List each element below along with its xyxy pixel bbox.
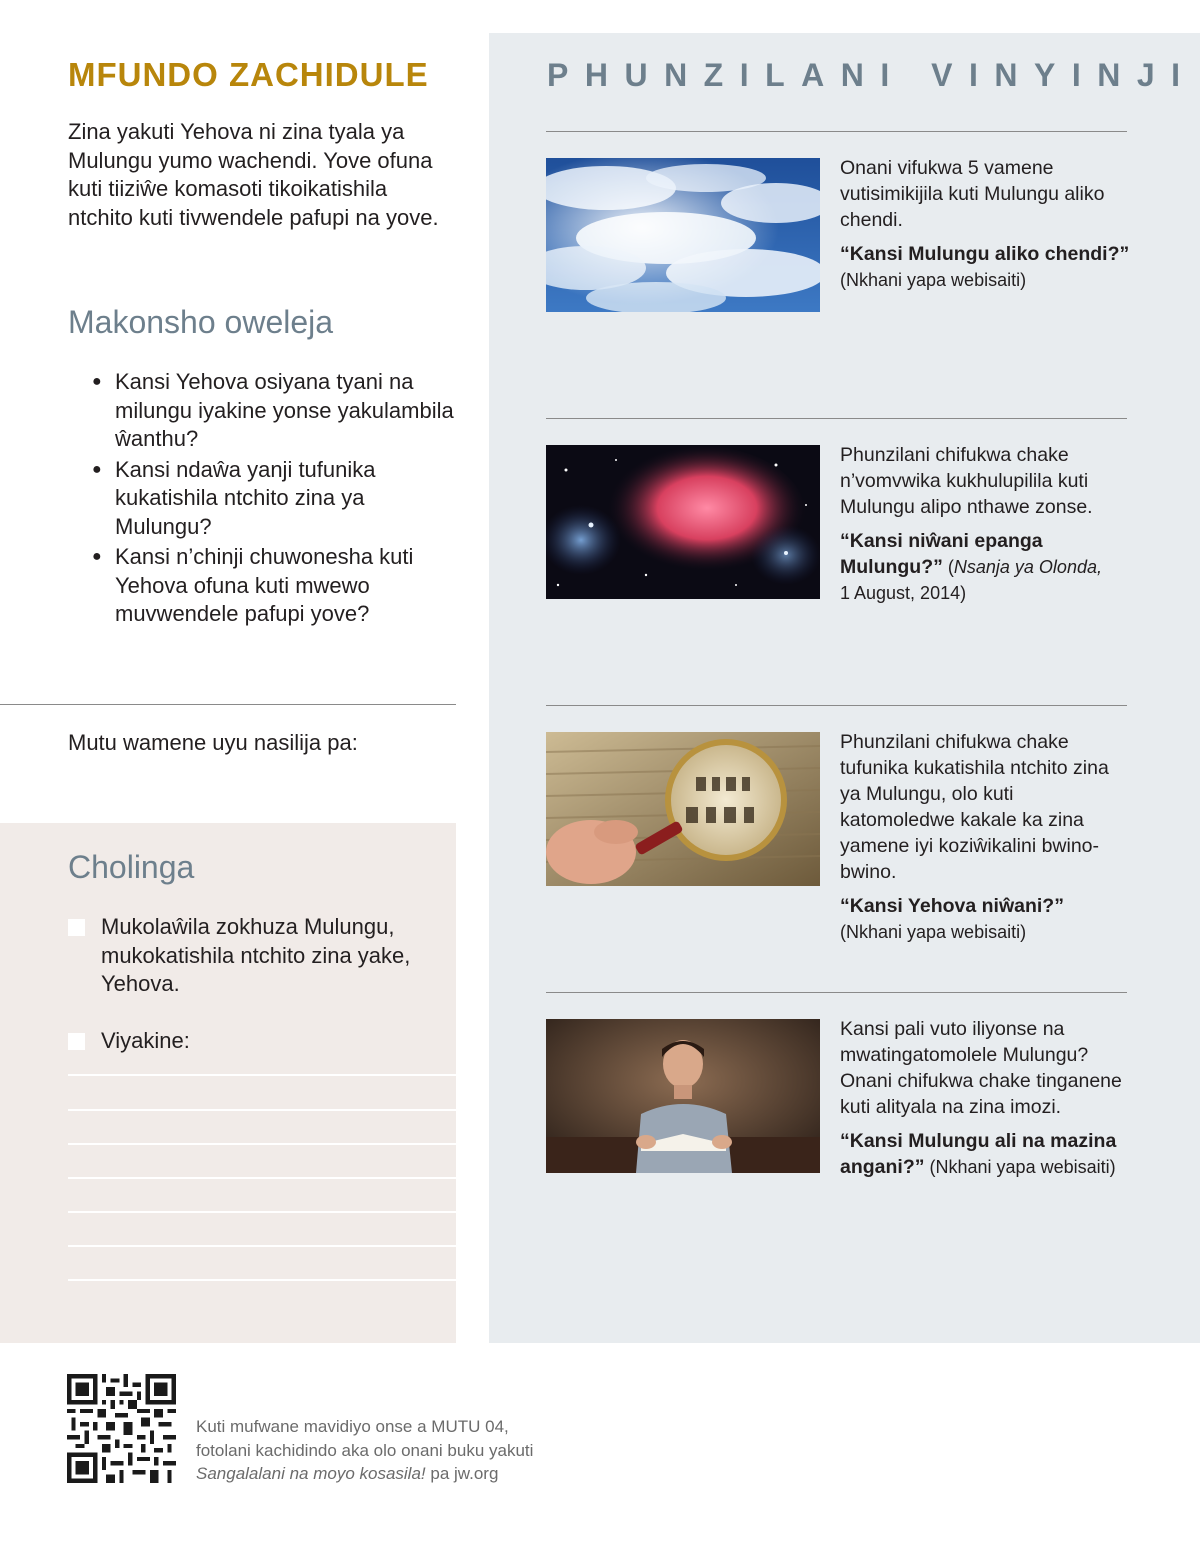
footer-text: Kuti mufwane mavidiyo onse a MUTU 04, fotolani kachidindo aka olo onani buku yakuti Sangalalani na moyo kosasila! pa jw.org xyxy=(196,1417,534,1483)
qr-code-icon[interactable] xyxy=(67,1374,176,1483)
man-reading-image[interactable] xyxy=(546,1019,820,1173)
divider xyxy=(0,704,456,705)
article-4: Kansi pali vuto iliyonse na mwatingatomolele Mulungu? Onani chifukwa chake tinganene kuti alityala na zina imozi. “Kansi Mulungu ali na mazina angani?” (Nkhani yapa webisaiti) xyxy=(840,1018,1122,1178)
summary-heading: MFUNDO ZACHIDULE xyxy=(68,56,429,93)
explore-heading: PHUNZILANI VINYINJI xyxy=(547,57,1197,93)
review-questions-list xyxy=(92,368,462,631)
questions-heading: Makonsho oweleja xyxy=(68,304,334,340)
summary-text: Zina yakuti Yehova ni zina tyala ya Mulungu yumo wachendi. Yove ofuna kuti tiiziŵe komasoti tikoikatishila ntchito kuti tivwendele pafupi na yove. xyxy=(68,119,439,230)
article-link[interactable]: “Kansi Mulungu aliko chendi?” xyxy=(840,243,1130,265)
article-link[interactable]: “Kansi Yehova niŵani?” xyxy=(840,895,1064,917)
goal-item-other: Viyakine: xyxy=(68,1027,428,1056)
divider xyxy=(546,131,1127,132)
divider xyxy=(546,418,1127,419)
bullet-icon: ● xyxy=(92,373,102,390)
writing-line xyxy=(68,1211,456,1213)
writing-line xyxy=(68,1177,456,1179)
writing-line xyxy=(68,1143,456,1145)
magnifying-glass-image[interactable] xyxy=(546,732,820,886)
nebula-image[interactable] xyxy=(546,445,820,599)
goal-item: Mukolaŵila zokhuza Mulungu, mukokatishila ntchito zina yake, Yehova. xyxy=(68,913,428,999)
list-item: ● Kansi Yehova osiyana tyani na milungu iyakine yonse yakulambila ŵanthu? xyxy=(92,369,454,451)
bullet-icon: ● xyxy=(92,548,102,565)
goal-heading: Cholinga xyxy=(68,849,195,885)
article-1: Onani vifukwa 5 vamene vutisimikijila kuti Mulungu aliko chendi. “Kansi Mulungu aliko chendi?” (Nkhani yapa webisaiti) xyxy=(840,157,1130,290)
book-title: Sangalalani na moyo kosasila! xyxy=(196,1464,426,1483)
list-item: ● Kansi n’chinji chuwonesha kuti Yehova ofuna kuti mwewo muvwendele pafupi yove? xyxy=(92,544,414,626)
lesson-completed-label: Mutu wamene uyu nasilija pa: xyxy=(68,730,358,755)
writing-line xyxy=(68,1109,456,1111)
checkbox[interactable] xyxy=(68,1033,85,1050)
article-3: Phunzilani chifukwa chake tufunika kukatishila ntchito zina ya Mulungu, olo kuti katomoledwe kakale ka zina yamene iyi koziŵikalini bwino-bwino. “Kansi Yehova niŵani?” (Nkhani yapa webisaiti) xyxy=(840,731,1109,942)
article-link[interactable]: “Kansi niŵani epanga Mulungu?” xyxy=(840,530,1043,578)
sky-clouds-image[interactable] xyxy=(546,158,820,312)
bullet-icon: ● xyxy=(92,460,102,478)
writing-line xyxy=(68,1279,456,1281)
article-2: Phunzilani chifukwa chake n’vomvwika kukhulupilila kuti Mulungu alipo nthawe zonse. “Kansi niŵani epanga Mulungu?” (Nsanja ya Olonda, 1 August, 2014) xyxy=(840,444,1102,603)
goal-box xyxy=(0,823,456,1343)
left-column xyxy=(0,0,456,1343)
list-item: ● Kansi ndaŵa yanji tufunika kukatishila ntchito zina ya Mulungu? xyxy=(92,456,376,539)
divider xyxy=(546,705,1127,706)
divider xyxy=(546,992,1127,993)
writing-line xyxy=(68,1074,456,1076)
checkbox[interactable] xyxy=(68,919,85,936)
article-link[interactable]: “Kansi Mulungu ali na mazina angani?” xyxy=(840,1130,1117,1178)
writing-line xyxy=(68,1245,456,1247)
explore-panel xyxy=(489,33,1200,1343)
